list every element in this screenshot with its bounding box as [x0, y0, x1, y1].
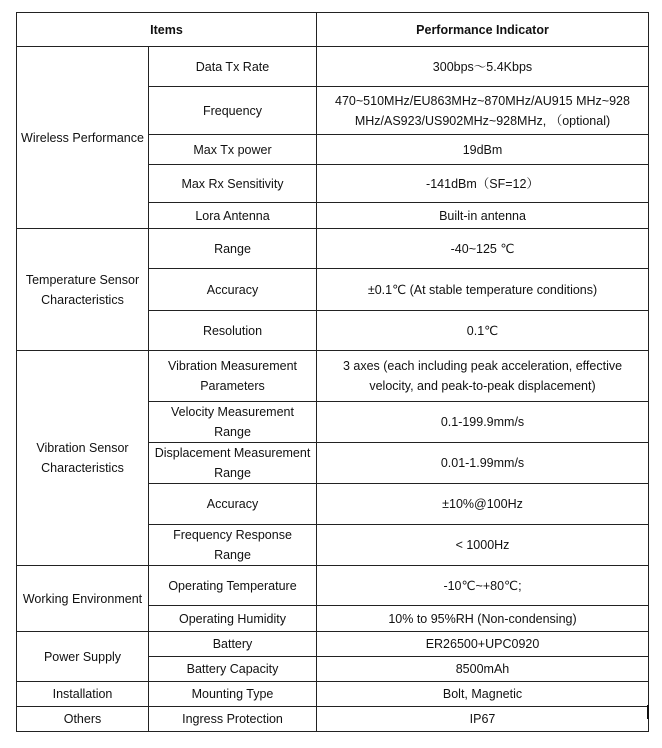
item-value: -141dBm（SF=12）: [317, 165, 649, 203]
item-label: Resolution: [149, 311, 317, 351]
item-value: ER26500+UPC0920: [317, 632, 649, 657]
category-vibration-sensor: Vibration Sensor Characteristics: [17, 351, 149, 566]
category-installation: Installation: [17, 682, 149, 707]
header-performance-indicator: Performance Indicator: [317, 13, 649, 47]
edge-mark: [647, 705, 649, 719]
item-label: Max Rx Sensitivity: [149, 165, 317, 203]
item-label: Range: [149, 229, 317, 269]
item-label: Frequency: [149, 87, 317, 135]
category-working-environment: Working Environment: [17, 566, 149, 632]
item-value: 19dBm: [317, 135, 649, 165]
header-row: [17, 13, 649, 47]
item-value: -10℃~+80℃;: [317, 566, 649, 606]
item-label: Battery Capacity: [149, 657, 317, 682]
item-value: 0.1℃: [317, 311, 649, 351]
item-label: Lora Antenna: [149, 203, 317, 229]
item-label: Ingress Protection: [149, 707, 317, 732]
item-label: Operating Temperature: [149, 566, 317, 606]
table-row: [17, 351, 649, 402]
item-value: 8500mAh: [317, 657, 649, 682]
header-items: Items: [17, 13, 317, 47]
table-row: [17, 229, 649, 269]
spec-table: [16, 12, 649, 732]
item-label: Battery: [149, 632, 317, 657]
item-label: Displacement Measurement Range: [149, 443, 317, 484]
item-value: ±0.1℃ (At stable temperature conditions): [317, 269, 649, 311]
category-others: Others: [17, 707, 149, 732]
item-value: Bolt, Magnetic: [317, 682, 649, 707]
item-value: 0.1-199.9mm/s: [317, 402, 649, 443]
table-row: [17, 682, 649, 707]
category-power-supply: Power Supply: [17, 632, 149, 682]
item-value: 470~510MHz/EU863MHz~870MHz/AU915 MHz~928 MHz/AS923/US902MHz~928MHz, （optional): [317, 87, 649, 135]
item-label: Frequency Response Range: [149, 525, 317, 566]
item-value: Built-in antenna: [317, 203, 649, 229]
item-label: Data Tx Rate: [149, 47, 317, 87]
item-label: Accuracy: [149, 484, 317, 525]
category-temperature-sensor: Temperature Sensor Characteristics: [17, 229, 149, 351]
item-value: 10% to 95%RH (Non-condensing): [317, 606, 649, 632]
item-value: 3 axes (each including peak acceleration, effective velocity, and peak-to-peak displacement): [317, 351, 649, 402]
table-row: [17, 632, 649, 657]
item-label: Operating Humidity: [149, 606, 317, 632]
table-row: [17, 566, 649, 606]
category-wireless-performance: Wireless Performance: [17, 47, 149, 229]
item-value: -40~125 ℃: [317, 229, 649, 269]
table-row: [17, 707, 649, 732]
item-label: Accuracy: [149, 269, 317, 311]
item-value: 0.01-1.99mm/s: [317, 443, 649, 484]
item-label: Mounting Type: [149, 682, 317, 707]
item-value: ±10%@100Hz: [317, 484, 649, 525]
item-label: Velocity Measurement Range: [149, 402, 317, 443]
item-value: < 1000Hz: [317, 525, 649, 566]
item-label: Vibration Measurement Parameters: [149, 351, 317, 402]
item-label: Max Tx power: [149, 135, 317, 165]
item-value: IP67: [317, 707, 649, 732]
table-row: [17, 47, 649, 87]
item-value: 300bps～5.4Kbps: [317, 47, 649, 87]
